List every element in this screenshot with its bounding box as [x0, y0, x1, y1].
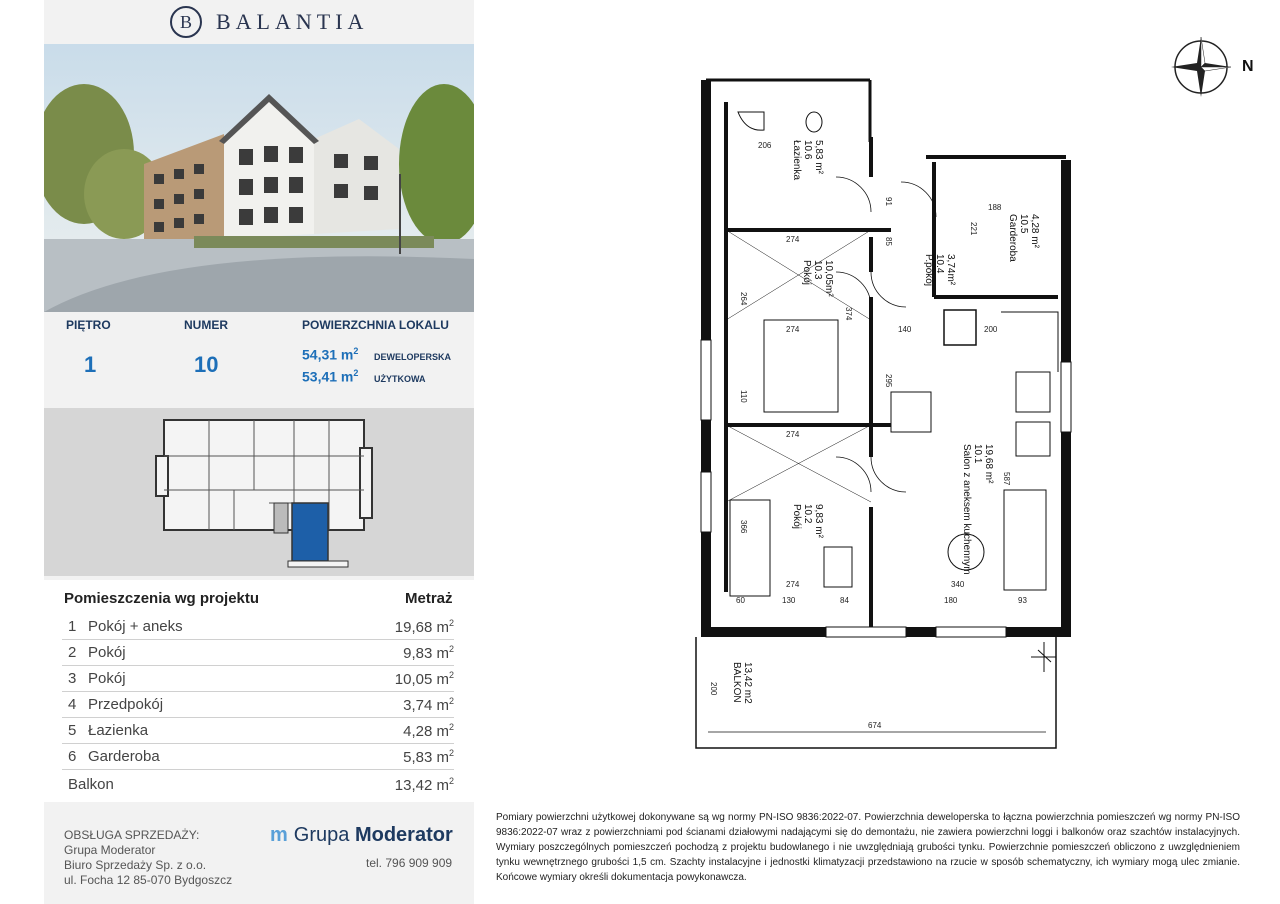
- room-row: 2 Pokój 9,83 $m^2$: [62, 640, 454, 666]
- room-row: 6 Garderoba 5,83 $m^2$: [62, 744, 454, 770]
- room-label-living: Salon z aneksem kuchennym: [961, 444, 972, 575]
- room-label-room2: Pokój: [791, 504, 802, 530]
- dim: 274: [786, 580, 800, 589]
- building-photo: [44, 44, 474, 312]
- number-value: 10: [194, 352, 219, 377]
- dim: 180: [944, 596, 958, 605]
- floor-value: 1: [84, 352, 97, 377]
- room-area-living: 19,68 m²: [983, 444, 994, 484]
- brand-header: [44, 0, 474, 44]
- dim: 60: [736, 596, 745, 605]
- floor-key-plan: [44, 408, 474, 576]
- usable-area: 53,41 $m^2$: [302, 368, 359, 385]
- room-row: 4 Przedpokój 3,74 $m^2$: [62, 692, 454, 718]
- room-area-bathroom: 5,83 m²: [813, 140, 824, 174]
- floor-plan: [686, 72, 1126, 762]
- room-num-wardrobe: 10.5: [1018, 214, 1029, 234]
- developer-label: DEWELOPERSKA: [374, 352, 452, 362]
- moderator-logo: m Grupa Moderator: [270, 824, 453, 846]
- rooms-header-name: Pomieszczenia wg projektu: [64, 590, 260, 607]
- dim: 200: [709, 682, 718, 696]
- room-label-room3: Pokój: [801, 260, 812, 286]
- moderator-m-icon: m: [270, 824, 288, 846]
- room-label-wardrobe: Garderoba: [1007, 214, 1018, 262]
- sales-title: OBSŁUGA SPRZEDAŻY:: [64, 828, 200, 842]
- room-num-room3: 10.3: [812, 260, 823, 280]
- room-row: 1 Pokój + aneks 19,68 $m^2$: [62, 614, 454, 640]
- dim: 84: [840, 596, 849, 605]
- area-label: POWIERZCHNIA LOKALU: [302, 318, 449, 332]
- dim: 674: [868, 721, 882, 730]
- sales-line2: Biuro Sprzedaży Sp. z o.o.: [64, 858, 207, 872]
- usable-label: UŻYTKOWA: [374, 374, 426, 384]
- dim: 200: [984, 325, 998, 334]
- balcony-row: Balkon 13,42 $m^2$: [68, 776, 454, 794]
- compass-icon: [1168, 34, 1238, 100]
- dim: 93: [1018, 596, 1027, 605]
- brand-name: BALANTIA: [216, 9, 369, 34]
- dim: 274: [786, 430, 800, 439]
- dim: 587: [1002, 472, 1011, 486]
- dim: 206: [758, 141, 772, 150]
- dim: 374: [844, 307, 853, 321]
- measurement-note: Pomiary powierzchni użytkowej dokonywane są wg normy PN-ISO 9836:2022-07. Powierzchnia deweloperska to łączna powierzchnia pomieszczeń wg normy PN-ISO 9836:2022-07 wraz z powierzchniami pod ścianami działowymi nadającymi się do demontażu, nie zawiera powierzchni loggi i balkonów oraz szachtów instalacyjnych. Wymiary poszczególnych pomieszczeń pochodzą z projektu budowlanego i nie uwzględniają grubości tynku. Powierzchnie pomieszczeń obliczono z uwzględnieniem tynku wewnętrznego grubości 1,5 cm. Szachty instalacyjne i jednostki klimatyzacji przedstawiono na rzucie w sposób schematyczny, ich wymiary mogą ulec zmianie. Końcowe wymiary określi dokumentacja powykonawcza.: [496, 812, 1240, 883]
- compass-north-label: N: [1242, 58, 1254, 75]
- room-label-bathroom: Łazienka: [791, 140, 802, 181]
- dim: 110: [739, 390, 748, 403]
- dim: 274: [786, 235, 800, 244]
- developer-area: 54,31 $m^2$: [302, 346, 359, 363]
- building-illustration-icon: [44, 44, 474, 312]
- dim: 85: [884, 237, 893, 246]
- dim: 221: [969, 222, 978, 236]
- key-plan-icon: [44, 408, 474, 576]
- dim: 264: [739, 292, 748, 306]
- dim: 295: [884, 374, 893, 388]
- room-area-room2: 9,83 m²: [813, 504, 824, 538]
- rooms-header-area: Metraż: [405, 590, 453, 607]
- room-row: 5 Łazienka 4,28 $m^2$: [62, 718, 454, 744]
- balcony-label: BALKON: [731, 662, 742, 703]
- room-num-room2: 10.2: [802, 504, 813, 524]
- room-area-room3: 10,05m²: [823, 260, 834, 297]
- dim: 274: [786, 325, 800, 334]
- info-panel: [44, 0, 474, 904]
- dim: 188: [988, 203, 1002, 212]
- room-label-hall: P.pokój: [923, 254, 934, 287]
- dim: 91: [884, 197, 893, 206]
- dim: 340: [951, 580, 965, 589]
- room-num-bathroom: 10.6: [802, 140, 813, 160]
- sales-phone: tel. 796 909 909: [366, 856, 453, 870]
- floor-label: PIĘTRO: [66, 318, 111, 332]
- room-area-hall: 3,74m²: [945, 254, 956, 286]
- room-num-hall: 10.4: [934, 254, 945, 274]
- sales-line3: ul. Focha 12 85-070 Bydgoszcz: [64, 873, 233, 887]
- dim: 366: [739, 520, 748, 534]
- room-area-wardrobe: 4,28 m²: [1029, 214, 1040, 248]
- dim: 130: [782, 596, 796, 605]
- room-row: 3 Pokój 10,05 $m^2$: [62, 666, 454, 692]
- balcony-area: 13,42 m2: [742, 662, 753, 704]
- sales-line1: Grupa Moderator: [64, 843, 156, 857]
- dim: 140: [898, 325, 912, 334]
- room-num-living: 10.1: [972, 444, 983, 464]
- number-label: NUMER: [184, 318, 228, 332]
- brand-logo-icon: B: [170, 6, 202, 38]
- sales-info: [64, 828, 232, 888]
